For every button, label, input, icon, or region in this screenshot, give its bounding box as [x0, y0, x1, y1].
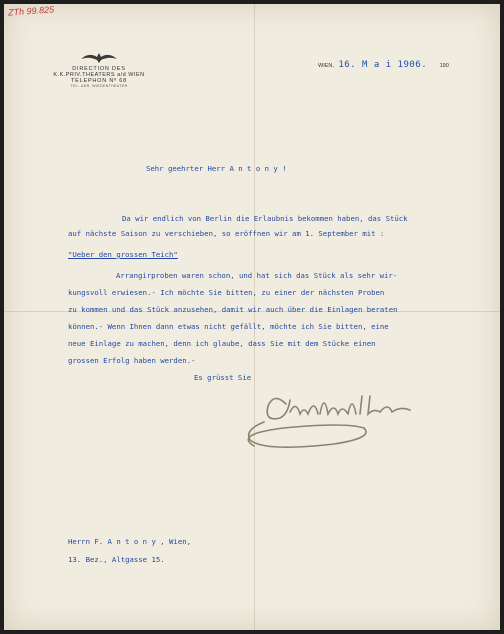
body-line-1: Da wir endlich von Berlin die Erlaubnis bekommen haben, das Stück [122, 214, 408, 223]
date-place: WIEN, [318, 63, 334, 69]
date-value: 16. M a i 1906. [338, 60, 428, 70]
letterhead-line-1: DIRECTION DES [72, 66, 126, 72]
address-line-2: 13. Bez., Altgasse 15. [68, 555, 165, 564]
play-title: "Ueber den grossen Teich" [68, 250, 178, 259]
dateline [318, 54, 449, 72]
body-line-6: zu kommen und das Stück anzusehen, damit wir auch über die Einlagen beraten [68, 305, 398, 314]
address-line-1: Herrn F. A n t o n y , Wien, [68, 537, 192, 546]
body-line-9: grossen Erfolg haben werden.- [68, 356, 196, 365]
body-line-7: können.- Wenn Ihnen dann etwas nicht gefällt, möchte ich Sie bitten, eine [68, 322, 389, 331]
date-year-prefix: 190 [439, 63, 449, 69]
body-line-5: kungsvoll erwiesen.- Ich möchte Sie bitten, zu einer der nächsten Proben [68, 288, 385, 297]
letterhead-line-4: TEL.-ADR. WIEDENTHEATER [70, 84, 128, 88]
signature [224, 382, 444, 462]
body-line-4: Arrangirproben waren schon, und hat sich das Stück als sehr wir- [116, 271, 398, 280]
body-line-8: neue Einlage zu machen, denn ich glaube, dass Sie mit dem Stücke einen [68, 339, 376, 348]
salutation: Sehr geehrter Herr A n t o n y ! [146, 164, 287, 173]
archive-number: ZTh 99.825 [7, 4, 55, 18]
closing: Es grüsst Sie [194, 373, 252, 382]
letterhead [44, 50, 154, 88]
letterhead-line-2: K.K.PRIV.THEATERS a/d WIEN [53, 72, 145, 78]
fold-line-vertical [254, 4, 255, 630]
body-line-2: auf nächste Saison zu verschieben, so eröffnen wir am 1. September mit : [68, 229, 385, 238]
crest-icon [79, 50, 119, 64]
letterhead-line-3: TELEPHON Nº 68 [70, 78, 127, 84]
